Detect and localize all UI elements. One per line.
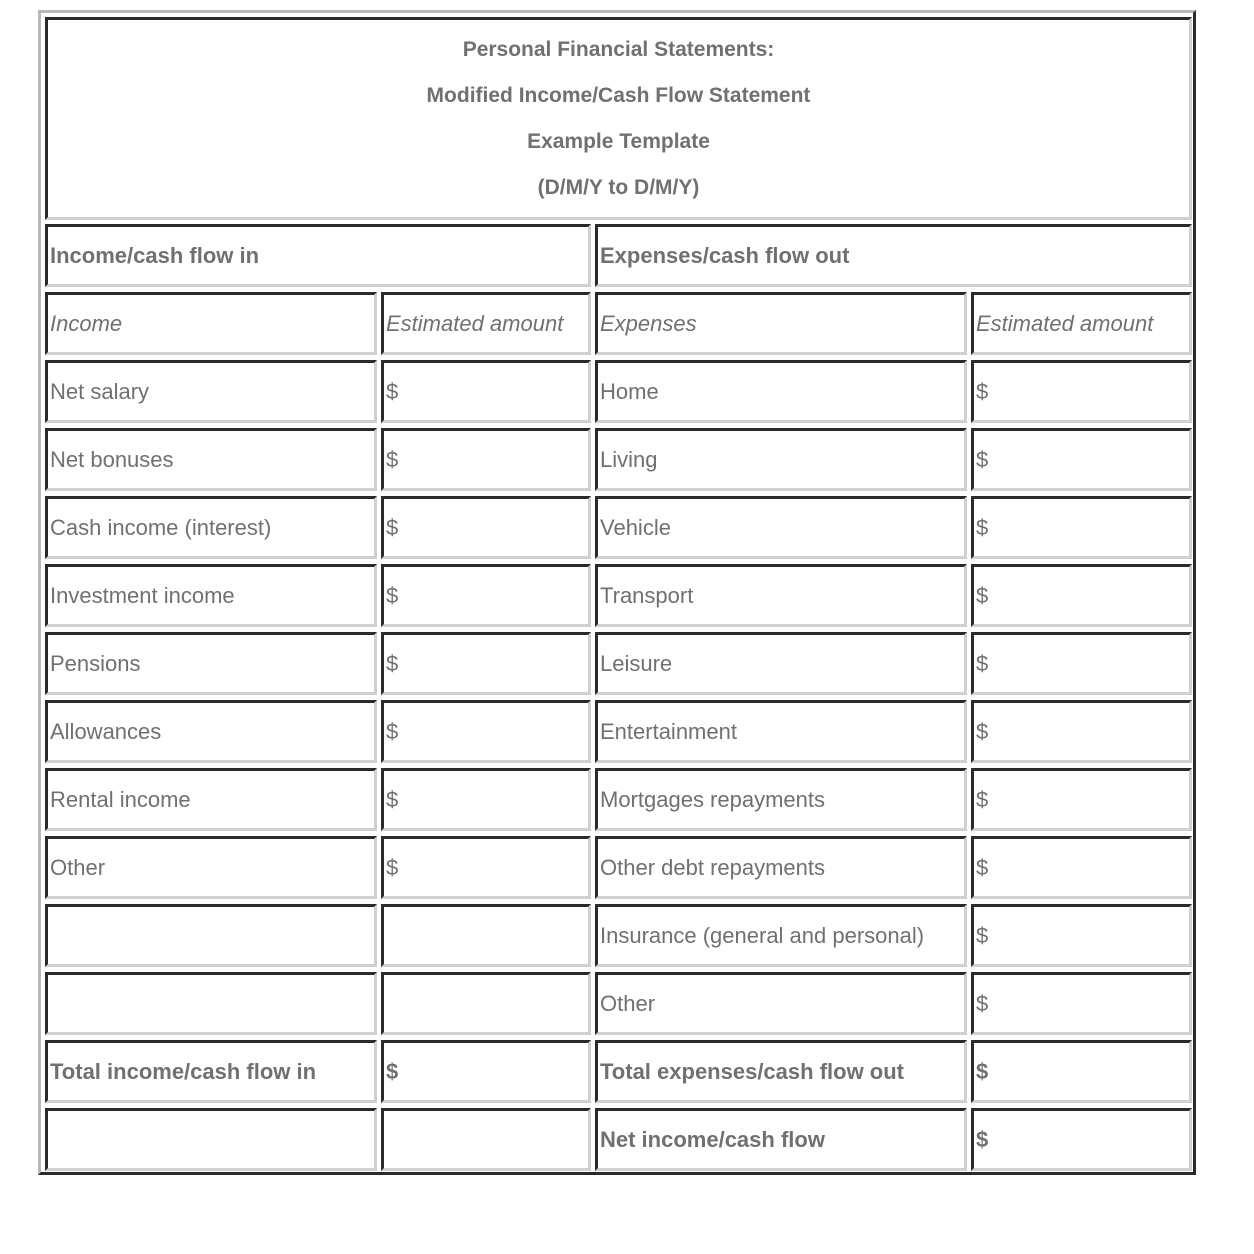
- expense-item: Mortgages repayments: [595, 768, 967, 831]
- income-item: Pensions: [45, 632, 377, 695]
- expense-amount[interactable]: $: [971, 632, 1192, 695]
- title-line-4: (D/M/Y to D/M/Y): [537, 175, 700, 199]
- expenses-section-heading: Expenses/cash flow out: [595, 224, 1192, 287]
- expense-amount[interactable]: $: [971, 700, 1192, 763]
- expense-amount[interactable]: $: [971, 904, 1192, 967]
- expense-item: Vehicle: [595, 496, 967, 559]
- expenses-amount-column-header: Estimated amount: [971, 292, 1192, 355]
- expense-item: Other: [595, 972, 967, 1035]
- total-income-label: Total income/cash flow in: [45, 1040, 377, 1103]
- income-item: Investment income: [45, 564, 377, 627]
- income-item: Net salary: [45, 360, 377, 423]
- expense-item: Entertainment: [595, 700, 967, 763]
- income-item: Cash income (interest): [45, 496, 377, 559]
- income-amount-column-header: Estimated amount: [381, 292, 591, 355]
- income-item: Rental income: [45, 768, 377, 831]
- expense-amount[interactable]: $: [971, 768, 1192, 831]
- income-section-heading: Income/cash flow in: [45, 224, 591, 287]
- total-expenses-amount[interactable]: $: [971, 1040, 1192, 1103]
- net-empty-label-cell: [45, 1108, 377, 1171]
- expense-amount[interactable]: $: [971, 428, 1192, 491]
- financial-statement-table: [38, 10, 1196, 1175]
- total-income-amount[interactable]: $: [381, 1040, 591, 1103]
- income-amount[interactable]: $: [381, 700, 591, 763]
- net-cash-flow-label: Net income/cash flow: [595, 1108, 967, 1171]
- expense-amount[interactable]: $: [971, 496, 1192, 559]
- income-amount[interactable]: $: [381, 836, 591, 899]
- expense-item: Transport: [595, 564, 967, 627]
- expense-item: Home: [595, 360, 967, 423]
- expense-item: Living: [595, 428, 967, 491]
- expense-item: Insurance (general and personal): [595, 904, 967, 967]
- title-line-2: Modified Income/Cash Flow Statement: [426, 83, 811, 107]
- net-cash-flow-amount[interactable]: $: [971, 1108, 1192, 1171]
- expense-amount[interactable]: $: [971, 836, 1192, 899]
- expense-item: Leisure: [595, 632, 967, 695]
- income-amount[interactable]: $: [381, 428, 591, 491]
- income-amount[interactable]: $: [381, 496, 591, 559]
- expense-amount[interactable]: $: [971, 972, 1192, 1035]
- income-amount[interactable]: [381, 904, 591, 967]
- income-amount[interactable]: $: [381, 564, 591, 627]
- income-item: [45, 904, 377, 967]
- expense-item: Other debt repayments: [595, 836, 967, 899]
- income-column-header: Income: [45, 292, 377, 355]
- income-amount[interactable]: $: [381, 768, 591, 831]
- total-expenses-label: Total expenses/cash flow out: [595, 1040, 967, 1103]
- income-item: Other: [45, 836, 377, 899]
- income-item: Net bonuses: [45, 428, 377, 491]
- expense-amount[interactable]: $: [971, 564, 1192, 627]
- income-amount[interactable]: [381, 972, 591, 1035]
- expenses-column-header: Expenses: [595, 292, 967, 355]
- title-line-3: Example Template: [527, 129, 710, 153]
- income-item: [45, 972, 377, 1035]
- title-block: [45, 17, 1192, 220]
- income-item: Allowances: [45, 700, 377, 763]
- title-line-1: Personal Financial Statements:: [462, 37, 775, 61]
- income-amount[interactable]: $: [381, 632, 591, 695]
- expense-amount[interactable]: $: [971, 360, 1192, 423]
- income-amount[interactable]: $: [381, 360, 591, 423]
- net-empty-amount-cell: [381, 1108, 591, 1171]
